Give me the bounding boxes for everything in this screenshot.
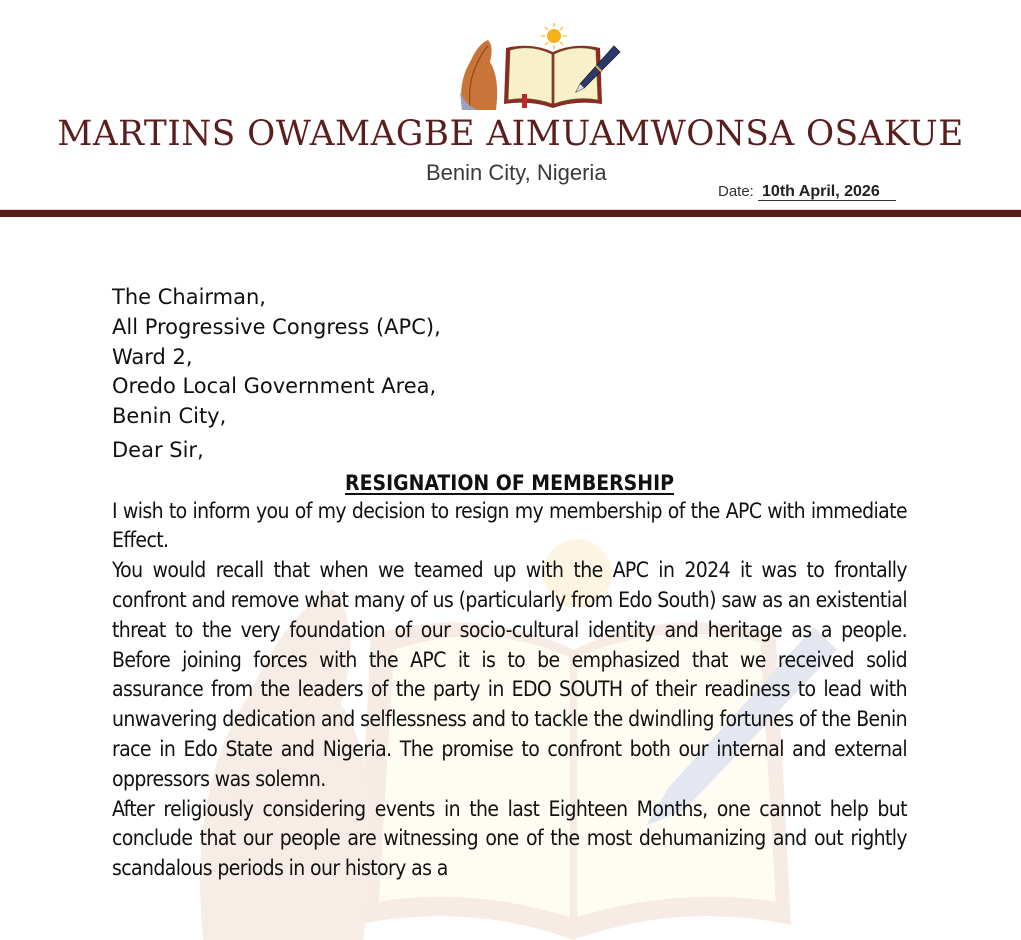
letterhead-logo-icon — [456, 22, 622, 112]
body-paragraph: I wish to inform you of my decision to resign my membership of the APC with immediate Effect. — [112, 498, 907, 553]
praying-hands-icon — [460, 40, 497, 110]
letterhead-divider — [0, 209, 1021, 217]
letterhead-name: MARTINS OWAMAGBE AIMUAMWONSA OSAKUE — [57, 114, 964, 154]
address-line: Oredo Local Government Area, — [112, 374, 437, 399]
date-value: 10th April, 2026 — [758, 183, 896, 201]
body-paragraph: You would recall that when we teamed up with the APC in 2024 it was to frontally confront and remove what many of us (particularly from Edo South) saw as an existential threat to the very foundation of our socio-cultural identity and heritage as a people. Before joining forces with the APC it is to be emphasized that we received solid assurance from the leaders of the party in EDO SOUTH of their readiness to lead with unwavering dedication and selflessness and to tackle the dwindling fortunes of the Benin race in Edo State and Nigeria. The promise to confront both our internal and external oppressors was solemn. — [112, 558, 907, 791]
address-line: All Progressive Congress (APC), — [112, 314, 441, 339]
address-line: Benin City, — [112, 404, 227, 429]
date-row — [718, 183, 896, 201]
letterhead-location: Benin City, Nigeria — [426, 160, 607, 185]
letter-body — [112, 283, 907, 884]
subject-heading: RESIGNATION OF MEMBERSHIP — [345, 470, 674, 495]
body-paragraph: After religiously considering events in the last Eighteen Months, one cannot help but conclude that our people are witnessing one of the most dehumanizing and out rightly scandalous periods in our history as a — [112, 796, 907, 881]
recipient-address — [112, 283, 907, 432]
sun-icon — [541, 23, 567, 49]
address-line: The Chairman, — [112, 285, 266, 309]
date-label: Date: — [718, 183, 754, 200]
salutation: Dear Sir, — [112, 437, 204, 462]
address-line: Ward 2, — [112, 344, 193, 369]
